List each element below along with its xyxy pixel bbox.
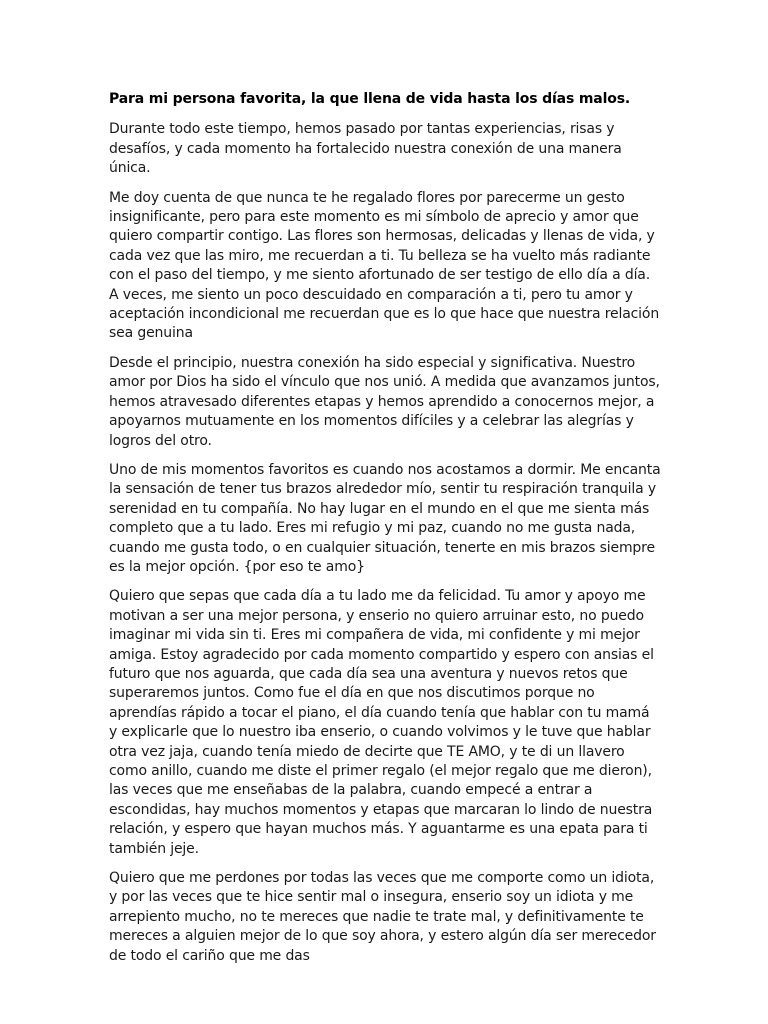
paragraph-5: Quiero que sepas que cada día a tu lado me da felicidad. Tu amor y apoyo me motivan a ser una mejor persona, y enserio no quiero arruinar esto, no puedo imaginar mi vida sin ti. Eres mi compañera de vida, mi confidente y mi mejor amiga. Estoy agradecido por cada momento compartido y espero con ansias el futuro que nos aguarda, que cada día sea una aventura y nuevos retos que superaremos juntos. Como fue el día en que nos discutimos porque no aprendías rápido a tocar el piano, el día cuando tenía que hablar con tu mamá y explicarle que lo nuestro iba enserio, o cuando volvimos y le tuve que hablar otra vez jaja, cuando tenía miedo de decirte que TE AMO, y te di un llavero como anillo, cuando me diste el primer regalo (el mejor regalo que me dieron), las veces que me enseñabas de la palabra, cuando empecé a entrar a escondidas, hay muchos momentos y etapas que marcaran lo lindo de nuestra relación, y espero que hayan muchos más. Y aguantarme es una epata para ti también jeje. — [109, 588, 654, 857]
paragraph-4: Uno de mis momentos favoritos es cuando nos acostamos a dormir. Me encanta la sensación de tener tus brazos alrededor mío, sentir tu respiración tranquila y serenidad en tu compañía. No hay lugar en el mundo en el que me sienta más completo que a tu lado. Eres mi refugio y mi paz, cuando no me gusta nada, cuando me gusta todo, o en cualquier situación, tenerte en mis brazos siempre es la mejor opción. {por eso te amo} — [109, 461, 661, 575]
document-title: Para mi persona favorita, la que llena de vida hasta los días malos. — [109, 91, 631, 107]
paragraph-6: Quiero que me perdones por todas las veces que me comporte como un idiota, y por las veces que te hice sentir mal o insegura, enserio soy un idiota y me arrepiento mucho, no te mereces que nadie te trate mal, y definitivamente te mereces a alguien mejor de lo que soy ahora, y estero algún día ser merecedor de todo el cariño que me das — [109, 870, 656, 964]
paragraph-3: Desde el principio, nuestra conexión ha sido especial y significativa. Nuestro amor por Dios ha sido el vínculo que nos unió. A medida que avanzamos juntos, hemos atravesado diferentes etapas y hemos aprendido a conocernos mejor, a apoyarnos mutuamente en los momentos difíciles y a celebrar las alegrías y logros del otro. — [109, 354, 660, 449]
document-body — [109, 90, 661, 976]
paragraph-2: Me doy cuenta de que nunca te he regalado flores por parecerme un gesto insignificante, pero para este momento es mi símbolo de aprecio y amor que quiero compartir contigo. Las flores son hermosas, delicadas y llenas de vida, y cada vez que las miro, me recuerdan a ti. Tu belleza se ha vuelto más radiante con el paso del tiempo, y me siento afortunado de ser testigo de ello día a día. A veces, me siento un poco descuidado en comparación a ti, pero tu amor y aceptación incondicional me recuerdan que es lo que hace que nuestra relación sea genuina — [109, 189, 660, 342]
paragraph-1: Durante todo este tiempo, hemos pasado por tantas experiencias, risas y desafíos, y cada momento ha fortalecido nuestra conexión de una manera única. — [109, 121, 622, 177]
